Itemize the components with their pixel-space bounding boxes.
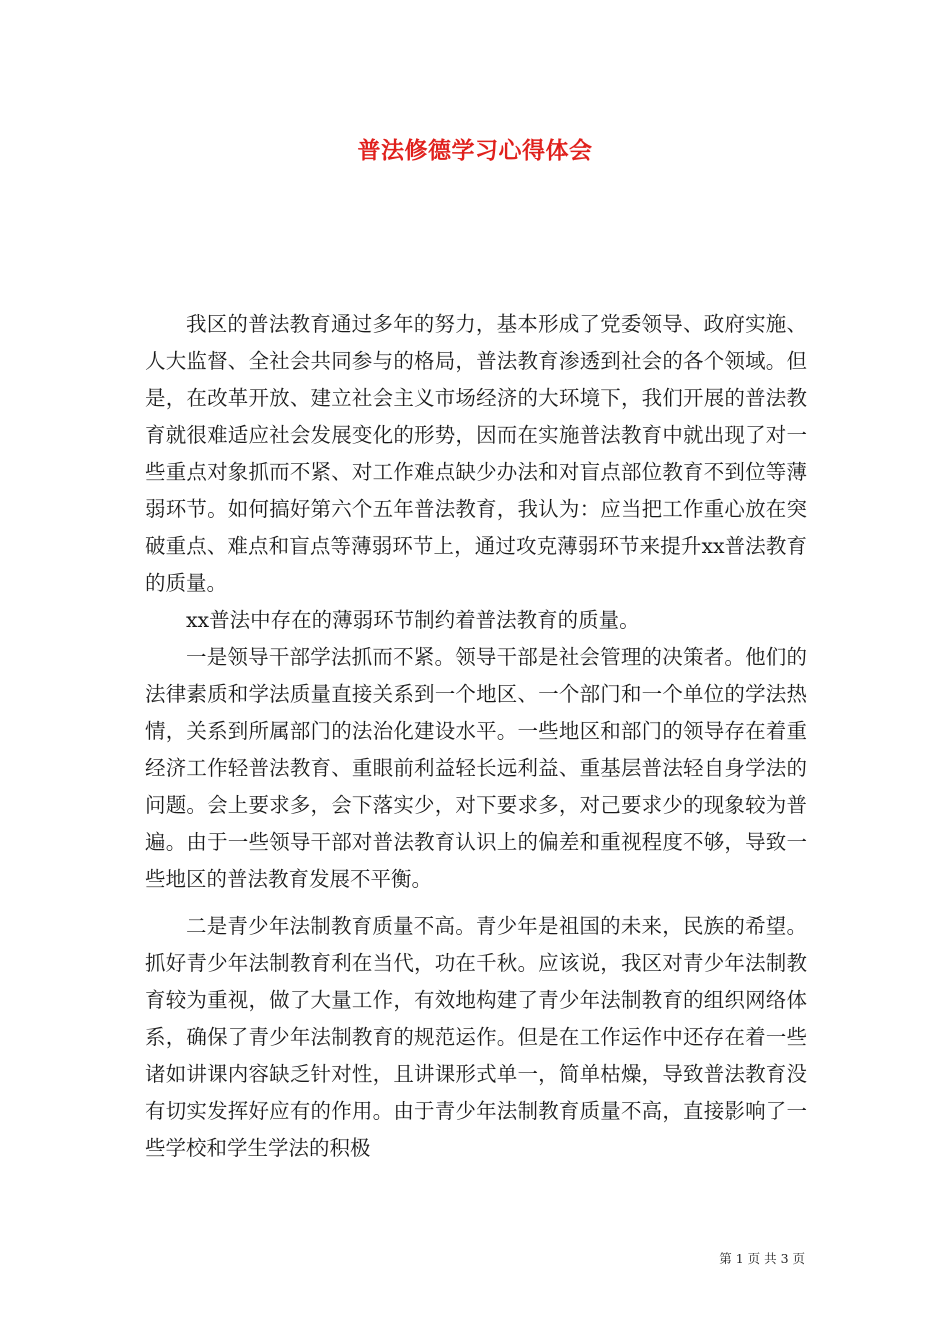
paragraph-point-one: 一是领导干部学法抓而不紧。领导干部是社会管理的决策者。他们的法律素质和学法质量直接关系到一个地区、一个部门和一个单位的学法热情，关系到所属部门的法治化建设水平。一些地区和部门的领导存在着重经济工作轻普法教育、重眼前利益轻长远利益、重基层普法轻自身学法的问题。会上要求多，会下落实少，对下要求多，对己要求少的现象较为普遍。由于一些领导干部对普法教育认识上的偏差和重视程度不够，导致一些地区的普法教育发展不平衡。	[145, 645, 807, 891]
document-body	[145, 306, 807, 1167]
paragraph-summary: xx普法中存在的薄弱环节制约着普法教育的质量。	[186, 608, 640, 632]
page-number: 第 1 页 共 3 页	[719, 1251, 805, 1266]
document-title: 普法修德学习心得体会	[357, 137, 593, 164]
paragraph-intro: 我区的普法教育通过多年的努力，基本形成了党委领导、政府实施、人大监督、全社会共同参与的格局，普法教育渗透到社会的各个领域。但是，在改革开放、建立社会主义市场经济的大环境下，我们开展的普法教育就很难适应社会发展变化的形势，因而在实施普法教育中就出现了对一些重点对象抓而不紧、对工作难点缺少办法和对盲点部位教育不到位等薄弱环节。如何搞好第六个五年普法教育，我认为：应当把工作重心放在突破重点、难点和盲点等薄弱环节上，通过攻克薄弱环节来提升xx普法教育的质量。	[145, 312, 807, 595]
paragraph-point-two: 二是青少年法制教育质量不高。青少年是祖国的未来，民族的希望。抓好青少年法制教育利在当代，功在千秋。应该说，我区对青少年法制教育较为重视，做了大量工作，有效地构建了青少年法制教育的组织网络体系，确保了青少年法制教育的规范运作。但是在工作运作中还存在着一些诸如讲课内容缺乏针对性，且讲课形式单一，简单枯燥，导致普法教育没有切实发挥好应有的作用。由于青少年法制教育质量不高，直接影响了一些学校和学生学法的积极	[145, 914, 807, 1160]
